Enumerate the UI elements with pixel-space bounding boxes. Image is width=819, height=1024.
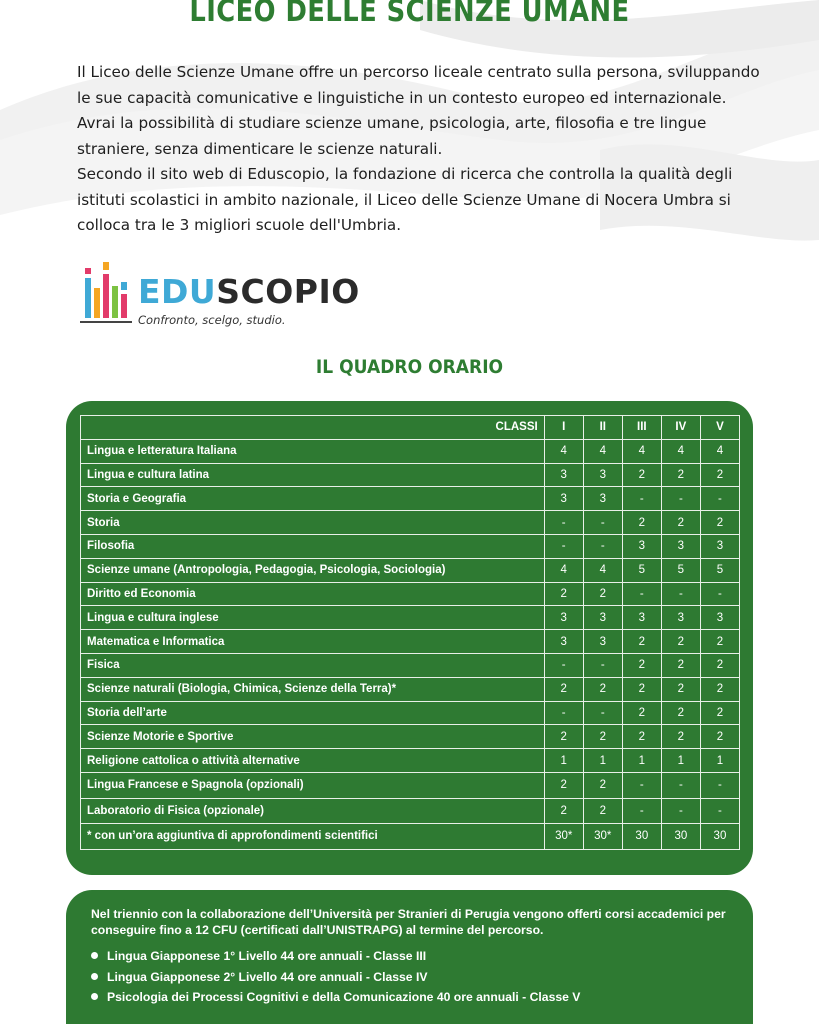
hours-cell: -	[622, 582, 661, 606]
hours-cell: 2	[700, 653, 739, 677]
hours-cell: 2	[583, 798, 622, 824]
hours-cell: 2	[622, 463, 661, 487]
hours-cell: 4	[700, 439, 739, 463]
hours-cell: 2	[661, 725, 700, 749]
table-row	[81, 701, 740, 725]
header-col-1: I	[544, 416, 583, 440]
table-row	[81, 439, 740, 463]
hours-cell: 1	[583, 749, 622, 773]
hours-cell: 2	[661, 701, 700, 725]
hours-cell: 30	[622, 824, 661, 850]
subject-label: Scienze Motorie e Sportive	[81, 725, 545, 749]
hours-cell: 3	[661, 534, 700, 558]
bullet-icon	[91, 993, 98, 1000]
schedule-table-panel	[66, 401, 753, 875]
subject-label: * con un’ora aggiuntiva di approfondimenti scientifici	[81, 824, 545, 850]
hours-cell: 2	[700, 511, 739, 535]
hours-cell: -	[544, 511, 583, 535]
hours-cell: 2	[544, 772, 583, 798]
bar-chart-logo-icon	[80, 262, 132, 326]
table-row	[81, 725, 740, 749]
hours-cell: -	[622, 798, 661, 824]
hours-cell: 2	[661, 677, 700, 701]
hours-cell: 2	[661, 630, 700, 654]
subject-label: Diritto ed Economia	[81, 582, 545, 606]
hours-cell: 2	[661, 463, 700, 487]
hours-cell: 2	[700, 725, 739, 749]
table-row	[81, 582, 740, 606]
table-row	[81, 749, 740, 773]
hours-cell: 30*	[544, 824, 583, 850]
subject-label: Scienze naturali (Biologia, Chimica, Scienze della Terra)*	[81, 677, 545, 701]
hours-cell: 2	[661, 653, 700, 677]
subject-label: Filosofia	[81, 534, 545, 558]
bullet-icon	[91, 952, 98, 959]
hours-cell: 5	[661, 558, 700, 582]
hours-cell: 5	[622, 558, 661, 582]
hours-cell: 3	[700, 534, 739, 558]
logo-scopio: SCOPIO	[216, 272, 360, 311]
page-title: LICEO DELLE SCIENZE UMANE	[189, 0, 630, 29]
eduscopio-logo[interactable]	[80, 262, 360, 330]
subject-label: Lingua e letteratura Italiana	[81, 439, 545, 463]
hours-cell: -	[700, 772, 739, 798]
subject-label: Lingua Francese e Spagnola (opzionali)	[81, 772, 545, 798]
hours-cell: 2	[583, 677, 622, 701]
hours-cell: 2	[544, 677, 583, 701]
hours-cell: 2	[622, 701, 661, 725]
course-label: Psicologia dei Processi Cognitivi e della Comunicazione 40 ore annuali - Classe V	[107, 990, 581, 1004]
table-row	[81, 534, 740, 558]
subject-label: Matematica e Informatica	[81, 630, 545, 654]
hours-cell: 4	[661, 439, 700, 463]
section-title: IL QUADRO ORARIO	[315, 356, 504, 378]
table-row	[81, 511, 740, 535]
hours-cell: 2	[544, 798, 583, 824]
hours-cell: 3	[583, 630, 622, 654]
table-row	[81, 677, 740, 701]
hours-cell: -	[700, 798, 739, 824]
hours-cell: -	[583, 653, 622, 677]
hours-cell: -	[622, 772, 661, 798]
hours-cell: 1	[661, 749, 700, 773]
table-header-row	[81, 416, 740, 440]
hours-cell: 3	[544, 487, 583, 511]
table-row	[81, 630, 740, 654]
subject-label: Storia dell’arte	[81, 701, 545, 725]
hours-cell: 1	[700, 749, 739, 773]
table-row	[81, 798, 740, 824]
hours-cell: 2	[544, 725, 583, 749]
hours-cell: 2	[700, 701, 739, 725]
hours-cell: -	[661, 772, 700, 798]
hours-cell: 3	[544, 606, 583, 630]
subject-label: Lingua e cultura inglese	[81, 606, 545, 630]
hours-cell: 2	[622, 511, 661, 535]
hours-cell: 4	[544, 558, 583, 582]
hours-cell: -	[583, 534, 622, 558]
hours-cell: 2	[700, 630, 739, 654]
courses-note-panel	[66, 890, 753, 1024]
list-item	[91, 987, 580, 1008]
hours-cell: 30	[700, 824, 739, 850]
hours-cell: -	[544, 653, 583, 677]
logo-tagline: Confronto, scelgo, studio.	[138, 313, 286, 327]
intro-paragraph-2: Secondo il sito web di Eduscopio, la fondazione di ricerca che controlla la qualità degli istituti scolastici in ambito nazionale, il Liceo delle Scienze Umane di Nocera Umbra si colloca tra le 3 migliori scuole dell'Umbria.	[77, 165, 733, 234]
hours-cell: 2	[622, 653, 661, 677]
hours-cell: 4	[544, 439, 583, 463]
header-col-3: III	[622, 416, 661, 440]
list-item	[91, 967, 580, 988]
hours-cell: -	[700, 582, 739, 606]
bullet-icon	[91, 973, 98, 980]
hours-cell: 1	[544, 749, 583, 773]
logo-wordmark	[138, 274, 360, 310]
intro-text	[77, 60, 767, 239]
hours-cell: 2	[622, 725, 661, 749]
course-label: Lingua Giapponese 2° Livello 44 ore annuali - Classe IV	[107, 969, 428, 984]
header-classi: CLASSI	[81, 416, 545, 440]
hours-cell: 30	[661, 824, 700, 850]
hours-cell: 2	[661, 511, 700, 535]
hours-cell: 2	[544, 582, 583, 606]
hours-cell: -	[544, 701, 583, 725]
subject-label: Storia	[81, 511, 545, 535]
table-row	[81, 772, 740, 798]
hours-cell: 3	[583, 463, 622, 487]
subject-label: Scienze umane (Antropologia, Pedagogia, Psicologia, Sociologia)	[81, 558, 545, 582]
hours-cell: -	[661, 798, 700, 824]
hours-cell: 1	[622, 749, 661, 773]
header-col-2: II	[583, 416, 622, 440]
course-label: Lingua Giapponese 1° Livello 44 ore annuali - Classe III	[107, 949, 427, 963]
hours-cell: 4	[622, 439, 661, 463]
hours-cell: 3	[622, 534, 661, 558]
subject-label: Fisica	[81, 653, 545, 677]
hours-cell: 3	[661, 606, 700, 630]
hours-cell: 30*	[583, 824, 622, 850]
hours-cell: 2	[583, 772, 622, 798]
table-row	[81, 558, 740, 582]
hours-cell: -	[700, 487, 739, 511]
hours-cell: -	[544, 534, 583, 558]
intro-paragraph-1: Il Liceo delle Scienze Umane offre un percorso liceale centrato sulla persona, sviluppando le sue capacità comunicative e linguistiche in un contesto europeo ed internazionale. Avrai la possibilità di studiare scienze umane, psicologia, arte, filosofia e tre lingue straniere, senza dimenticare le scienze naturali.	[77, 63, 760, 158]
table-row	[81, 463, 740, 487]
hours-cell: 2	[700, 463, 739, 487]
hours-cell: 3	[544, 463, 583, 487]
hours-cell: 2	[700, 677, 739, 701]
hours-cell: 4	[583, 558, 622, 582]
courses-list	[91, 946, 580, 1008]
hours-cell: -	[622, 487, 661, 511]
hours-cell: 3	[544, 630, 583, 654]
table-row	[81, 606, 740, 630]
logo-edu: EDU	[138, 272, 217, 311]
hours-cell: 2	[622, 630, 661, 654]
hours-cell: 3	[622, 606, 661, 630]
hours-cell: 3	[583, 487, 622, 511]
hours-cell: -	[661, 487, 700, 511]
header-col-5: V	[700, 416, 739, 440]
subject-label: Religione cattolica o attività alternative	[81, 749, 545, 773]
hours-cell: 2	[583, 582, 622, 606]
subject-label: Storia e Geografia	[81, 487, 545, 511]
hours-cell: -	[583, 511, 622, 535]
header-col-4: IV	[661, 416, 700, 440]
subject-label: Laboratorio di Fisica (opzionale)	[81, 798, 545, 824]
hours-cell: 3	[583, 606, 622, 630]
hours-cell: 4	[583, 439, 622, 463]
hours-cell: 2	[622, 677, 661, 701]
hours-cell: 5	[700, 558, 739, 582]
subject-label: Lingua e cultura latina	[81, 463, 545, 487]
hours-cell: -	[583, 701, 622, 725]
hours-cell: 3	[700, 606, 739, 630]
courses-note-intro: Nel triennio con la collaborazione dell’Università per Stranieri di Perugia vengono offerti corsi accademici per conseguire fino a 12 CFU (certificati dall’UNISTRAPG) al termine del percorso.	[91, 907, 726, 937]
hours-cell: 2	[583, 725, 622, 749]
list-item	[91, 946, 580, 967]
schedule-table	[80, 415, 740, 850]
table-row	[81, 653, 740, 677]
table-row	[81, 824, 740, 850]
table-row	[81, 487, 740, 511]
hours-cell: -	[661, 582, 700, 606]
